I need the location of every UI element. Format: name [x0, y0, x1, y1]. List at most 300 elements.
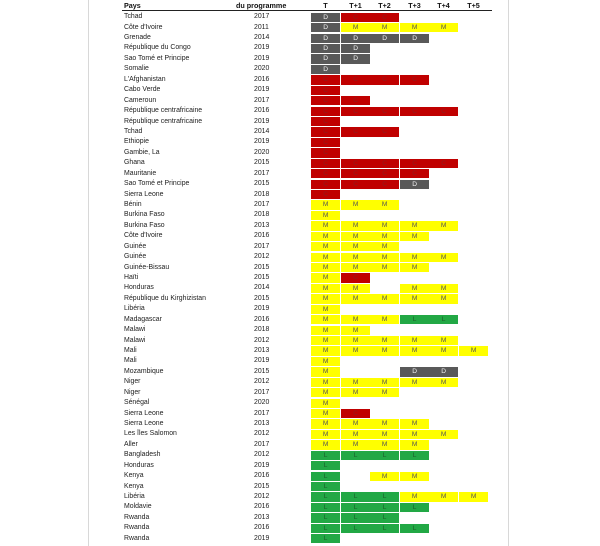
status-cell: L — [311, 503, 340, 512]
status-cell: M — [370, 472, 399, 481]
country-name: Sierra Leone — [124, 190, 164, 198]
header-program: du programme — [236, 1, 287, 10]
table-row — [0, 23, 600, 33]
header-country: Pays — [124, 1, 141, 10]
country-name: Malawi — [124, 336, 146, 344]
table-row — [0, 33, 600, 43]
status-cell: C — [370, 169, 399, 178]
status-cell: M — [341, 23, 370, 32]
status-cell: C — [370, 180, 399, 189]
program-year: 2012 — [254, 378, 270, 386]
status-cell: C — [429, 107, 458, 116]
status-cell: D — [341, 54, 370, 63]
country-name: Malawi — [124, 326, 146, 334]
status-cell: C — [341, 107, 370, 116]
program-year: 2016 — [254, 107, 270, 115]
status-cell: M — [341, 326, 370, 335]
table-row — [0, 252, 600, 262]
program-year: 2017 — [254, 242, 270, 250]
country-name: Rwanda — [124, 534, 150, 542]
country-name: République centrafricaine — [124, 107, 203, 115]
status-cell: M — [311, 367, 340, 376]
status-cell: M — [311, 409, 340, 418]
program-year: 2019 — [254, 54, 270, 62]
country-name: Rwanda — [124, 524, 150, 532]
status-cell: L — [400, 451, 429, 460]
table-row — [0, 242, 600, 252]
status-cell: D — [311, 23, 340, 32]
table-row — [0, 482, 600, 492]
status-cell: M — [370, 388, 399, 397]
country-name: Cabo Verde — [124, 86, 161, 94]
status-cell: M — [311, 253, 340, 262]
country-name: Honduras — [124, 461, 154, 469]
program-year: 2012 — [254, 451, 270, 459]
status-cell: M — [370, 378, 399, 387]
status-cell: M — [311, 378, 340, 387]
status-cell: M — [341, 232, 370, 241]
status-cell: M — [459, 346, 488, 355]
status-cell: C — [341, 127, 370, 136]
status-cell: M — [429, 378, 458, 387]
program-year: 2015 — [254, 273, 270, 281]
program-year: 2018 — [254, 326, 270, 334]
status-cell: L — [370, 492, 399, 501]
country-name: Mozambique — [124, 367, 164, 375]
status-cell: M — [311, 388, 340, 397]
status-cell: M — [370, 315, 399, 324]
program-year: 2020 — [254, 399, 270, 407]
status-cell: D — [311, 65, 340, 74]
program-year: 2017 — [254, 13, 270, 21]
status-cell: L — [311, 461, 340, 470]
status-cell: C — [400, 75, 429, 84]
table-row — [0, 315, 600, 325]
status-cell: D — [311, 34, 340, 43]
status-cell: D — [341, 44, 370, 53]
program-year: 2015 — [254, 367, 270, 375]
status-cell: M — [370, 336, 399, 345]
status-cell: L — [370, 513, 399, 522]
status-cell: M — [429, 284, 458, 293]
status-cell: M — [311, 336, 340, 345]
status-cell: C — [311, 138, 340, 147]
country-name: Grenade — [124, 34, 151, 42]
status-cell: M — [400, 492, 429, 501]
table-row — [0, 346, 600, 356]
status-cell: M — [341, 336, 370, 345]
header-period: T+3 — [408, 1, 421, 10]
status-cell: L — [341, 524, 370, 533]
program-year: 2012 — [254, 492, 270, 500]
table-row — [0, 294, 600, 304]
table-row — [0, 148, 600, 158]
table-row — [0, 356, 600, 366]
status-cell: M — [400, 232, 429, 241]
program-year: 2016 — [254, 315, 270, 323]
status-cell: M — [341, 263, 370, 272]
country-name: Sénégal — [124, 399, 150, 407]
status-cell: M — [341, 440, 370, 449]
status-cell: M — [341, 346, 370, 355]
status-cell: D — [311, 54, 340, 63]
status-cell: L — [311, 513, 340, 522]
status-cell: C — [311, 190, 340, 199]
table-row — [0, 471, 600, 481]
status-cell: L — [311, 492, 340, 501]
country-name: Burkina Faso — [124, 221, 165, 229]
table-row — [0, 502, 600, 512]
status-cell: M — [370, 221, 399, 230]
program-year: 2016 — [254, 75, 270, 83]
status-cell: M — [400, 284, 429, 293]
country-name: Kenya — [124, 472, 144, 480]
program-year: 2016 — [254, 232, 270, 240]
country-name: République du Congo — [124, 44, 191, 52]
table-row — [0, 200, 600, 210]
program-year: 2015 — [254, 180, 270, 188]
program-year: 2012 — [254, 430, 270, 438]
status-cell: M — [400, 221, 429, 230]
status-cell: C — [341, 96, 370, 105]
program-year: 2017 — [254, 96, 270, 104]
status-cell: M — [400, 440, 429, 449]
country-name: Cameroun — [124, 96, 157, 104]
status-cell: M — [341, 242, 370, 251]
status-cell: C — [400, 159, 429, 168]
country-name: Kenya — [124, 482, 144, 490]
status-cell: C — [311, 107, 340, 116]
country-name: Côte d'Ivoire — [124, 23, 163, 31]
header-period: T+4 — [437, 1, 450, 10]
status-cell: L — [370, 503, 399, 512]
program-year: 2015 — [254, 159, 270, 167]
table-row — [0, 336, 600, 346]
status-cell: D — [429, 367, 458, 376]
status-cell: M — [370, 263, 399, 272]
status-cell: M — [341, 294, 370, 303]
status-cell: C — [341, 409, 370, 418]
header-period: T+2 — [378, 1, 391, 10]
table-row — [0, 75, 600, 85]
status-cell: C — [341, 169, 370, 178]
program-year: 2011 — [254, 23, 269, 31]
status-cell: L — [311, 534, 340, 543]
status-cell: L — [311, 482, 340, 491]
status-cell: L — [341, 513, 370, 522]
status-cell: L — [429, 315, 458, 324]
status-cell: M — [400, 472, 429, 481]
status-cell: M — [311, 315, 340, 324]
table-row — [0, 523, 600, 533]
country-name: Ghana — [124, 159, 145, 167]
program-year: 2014 — [254, 34, 270, 42]
country-name: Mali — [124, 346, 137, 354]
status-cell: C — [429, 159, 458, 168]
status-cell: L — [370, 524, 399, 533]
country-name: Honduras — [124, 284, 154, 292]
status-cell: L — [311, 451, 340, 460]
status-cell: M — [311, 419, 340, 428]
status-cell: C — [311, 127, 340, 136]
table-row — [0, 440, 600, 450]
status-cell: M — [400, 419, 429, 428]
program-year: 2013 — [254, 513, 270, 521]
country-name: Sierra Leone — [124, 419, 164, 427]
status-cell: C — [311, 86, 340, 95]
country-name: Les îles Salomon — [124, 430, 177, 438]
table-row — [0, 367, 600, 377]
program-year: 2015 — [254, 482, 270, 490]
status-cell: M — [429, 430, 458, 439]
country-name: Mali — [124, 357, 137, 365]
program-year: 2012 — [254, 336, 270, 344]
status-cell: M — [370, 440, 399, 449]
country-name: Côte d'Ivoire — [124, 232, 163, 240]
country-name: Rwanda — [124, 513, 150, 521]
status-cell: C — [341, 75, 370, 84]
program-year: 2018 — [254, 190, 270, 198]
header-rule — [122, 10, 492, 11]
program-year: 2018 — [254, 211, 270, 219]
program-year: 2016 — [254, 524, 270, 532]
country-name: Sao Tomé et Principe — [124, 180, 190, 188]
table-row — [0, 398, 600, 408]
country-name: Niger — [124, 388, 141, 396]
status-cell: C — [370, 127, 399, 136]
program-year: 2017 — [254, 169, 270, 177]
table-row — [0, 179, 600, 189]
country-name: Tchad — [124, 127, 143, 135]
status-cell: L — [400, 503, 429, 512]
country-name: Sao Tomé et Principe — [124, 54, 190, 62]
status-cell: M — [311, 430, 340, 439]
status-cell: M — [370, 232, 399, 241]
country-name: Tchad — [124, 13, 143, 21]
status-cell: C — [311, 159, 340, 168]
status-cell: M — [400, 346, 429, 355]
status-cell: D — [311, 13, 340, 22]
status-cell: M — [400, 263, 429, 272]
status-cell: M — [459, 492, 488, 501]
status-cell: M — [370, 242, 399, 251]
status-cell: D — [370, 34, 399, 43]
country-name: République du Kirghizistan — [124, 294, 206, 302]
status-cell: M — [311, 294, 340, 303]
table-row — [0, 190, 600, 200]
status-cell: D — [400, 180, 429, 189]
table-row — [0, 409, 600, 419]
status-cell: M — [311, 211, 340, 220]
header-period: T+5 — [467, 1, 480, 10]
status-cell: M — [341, 430, 370, 439]
country-name: Sierra Leone — [124, 409, 164, 417]
table-row — [0, 106, 600, 116]
status-cell: L — [400, 524, 429, 533]
country-name: Bangladesh — [124, 451, 161, 459]
program-year: 2013 — [254, 346, 270, 354]
program-year: 2012 — [254, 253, 270, 261]
table-row — [0, 210, 600, 220]
status-cell: C — [311, 169, 340, 178]
status-cell: D — [341, 34, 370, 43]
program-year: 2019 — [254, 138, 270, 146]
status-cell: M — [429, 346, 458, 355]
status-cell: M — [311, 326, 340, 335]
program-year: 2013 — [254, 419, 270, 427]
country-name: Libéria — [124, 492, 145, 500]
status-cell: M — [311, 346, 340, 355]
table-row — [0, 43, 600, 53]
status-cell: M — [311, 399, 340, 408]
program-year: 2013 — [254, 221, 270, 229]
status-cell: C — [311, 148, 340, 157]
status-cell: M — [400, 253, 429, 262]
status-cell: M — [370, 346, 399, 355]
status-cell: M — [400, 430, 429, 439]
status-cell: L — [341, 451, 370, 460]
country-name: Burkina Faso — [124, 211, 165, 219]
status-cell: D — [400, 367, 429, 376]
status-cell: M — [311, 232, 340, 241]
status-cell: M — [341, 388, 370, 397]
status-cell: C — [400, 169, 429, 178]
status-cell: M — [341, 284, 370, 293]
country-name: Libéria — [124, 305, 145, 313]
status-cell: M — [400, 294, 429, 303]
status-cell: M — [311, 242, 340, 251]
status-cell: M — [429, 221, 458, 230]
table-row — [0, 263, 600, 273]
program-year: 2014 — [254, 127, 270, 135]
program-year: 2016 — [254, 503, 270, 511]
program-year: 2017 — [254, 388, 270, 396]
table-row — [0, 12, 600, 22]
status-cell: M — [429, 336, 458, 345]
status-cell: L — [341, 503, 370, 512]
table-row — [0, 461, 600, 471]
status-cell: M — [341, 419, 370, 428]
program-year: 2019 — [254, 534, 270, 542]
status-cell: C — [311, 117, 340, 126]
table-row — [0, 283, 600, 293]
table-row — [0, 419, 600, 429]
status-cell: C — [311, 180, 340, 189]
status-cell: C — [311, 75, 340, 84]
status-cell: D — [311, 44, 340, 53]
header-period: T+1 — [349, 1, 362, 10]
status-cell: M — [341, 200, 370, 209]
table-row — [0, 513, 600, 523]
status-cell: M — [341, 221, 370, 230]
status-cell: M — [311, 305, 340, 314]
status-cell: L — [341, 492, 370, 501]
status-cell: C — [341, 13, 370, 22]
country-name: Guinée-Bissau — [124, 263, 170, 271]
country-name: Guinée — [124, 253, 147, 261]
header-period: T — [323, 1, 328, 10]
status-cell: M — [311, 284, 340, 293]
status-cell: M — [311, 357, 340, 366]
status-cell: M — [400, 336, 429, 345]
country-name: Ethiopie — [124, 138, 149, 146]
program-year: 2015 — [254, 263, 270, 271]
table-row — [0, 85, 600, 95]
program-year: 2017 — [254, 200, 270, 208]
table-row — [0, 117, 600, 127]
country-name: Somalie — [124, 65, 149, 73]
status-cell: M — [311, 273, 340, 282]
status-cell: C — [341, 180, 370, 189]
table-row — [0, 127, 600, 137]
status-cell: L — [370, 451, 399, 460]
status-cell: M — [341, 315, 370, 324]
status-cell: M — [311, 200, 340, 209]
table-row — [0, 137, 600, 147]
program-year: 2015 — [254, 294, 270, 302]
table-row — [0, 54, 600, 64]
status-cell: L — [400, 315, 429, 324]
status-cell: M — [370, 253, 399, 262]
status-cell: M — [429, 253, 458, 262]
country-name: Guinée — [124, 242, 147, 250]
country-name: Gambie, La — [124, 148, 160, 156]
country-name: Haïti — [124, 273, 139, 281]
status-cell: M — [341, 378, 370, 387]
program-year: 2016 — [254, 472, 270, 480]
table-row — [0, 169, 600, 179]
status-cell: M — [429, 492, 458, 501]
table-row — [0, 450, 600, 460]
status-cell: M — [370, 23, 399, 32]
program-year: 2020 — [254, 65, 270, 73]
status-cell: M — [311, 263, 340, 272]
program-year: 2019 — [254, 357, 270, 365]
status-cell: L — [311, 472, 340, 481]
status-cell: C — [341, 273, 370, 282]
status-cell: L — [311, 524, 340, 533]
country-name: Madagascar — [124, 315, 162, 323]
table-row — [0, 158, 600, 168]
status-cell: D — [400, 34, 429, 43]
program-year: 2020 — [254, 148, 270, 156]
country-name: Niger — [124, 378, 141, 386]
table-row — [0, 325, 600, 335]
status-cell: M — [429, 294, 458, 303]
country-name: Mauritanie — [124, 169, 157, 177]
table-row — [0, 64, 600, 74]
status-cell: M — [370, 294, 399, 303]
status-cell: C — [311, 96, 340, 105]
country-name: Bénin — [124, 200, 142, 208]
table-row — [0, 534, 600, 544]
table-row — [0, 231, 600, 241]
country-name: L'Afghanistan — [124, 75, 166, 83]
table-row — [0, 388, 600, 398]
status-cell: C — [341, 159, 370, 168]
status-cell: M — [311, 440, 340, 449]
program-year: 2019 — [254, 44, 270, 52]
program-year: 2019 — [254, 86, 270, 94]
program-year: 2017 — [254, 440, 270, 448]
country-name: République centrafricaine — [124, 117, 203, 125]
status-cell: M — [370, 200, 399, 209]
table-row — [0, 492, 600, 502]
status-cell: M — [400, 23, 429, 32]
program-year: 2017 — [254, 409, 270, 417]
program-year: 2014 — [254, 284, 270, 292]
table-row — [0, 221, 600, 231]
